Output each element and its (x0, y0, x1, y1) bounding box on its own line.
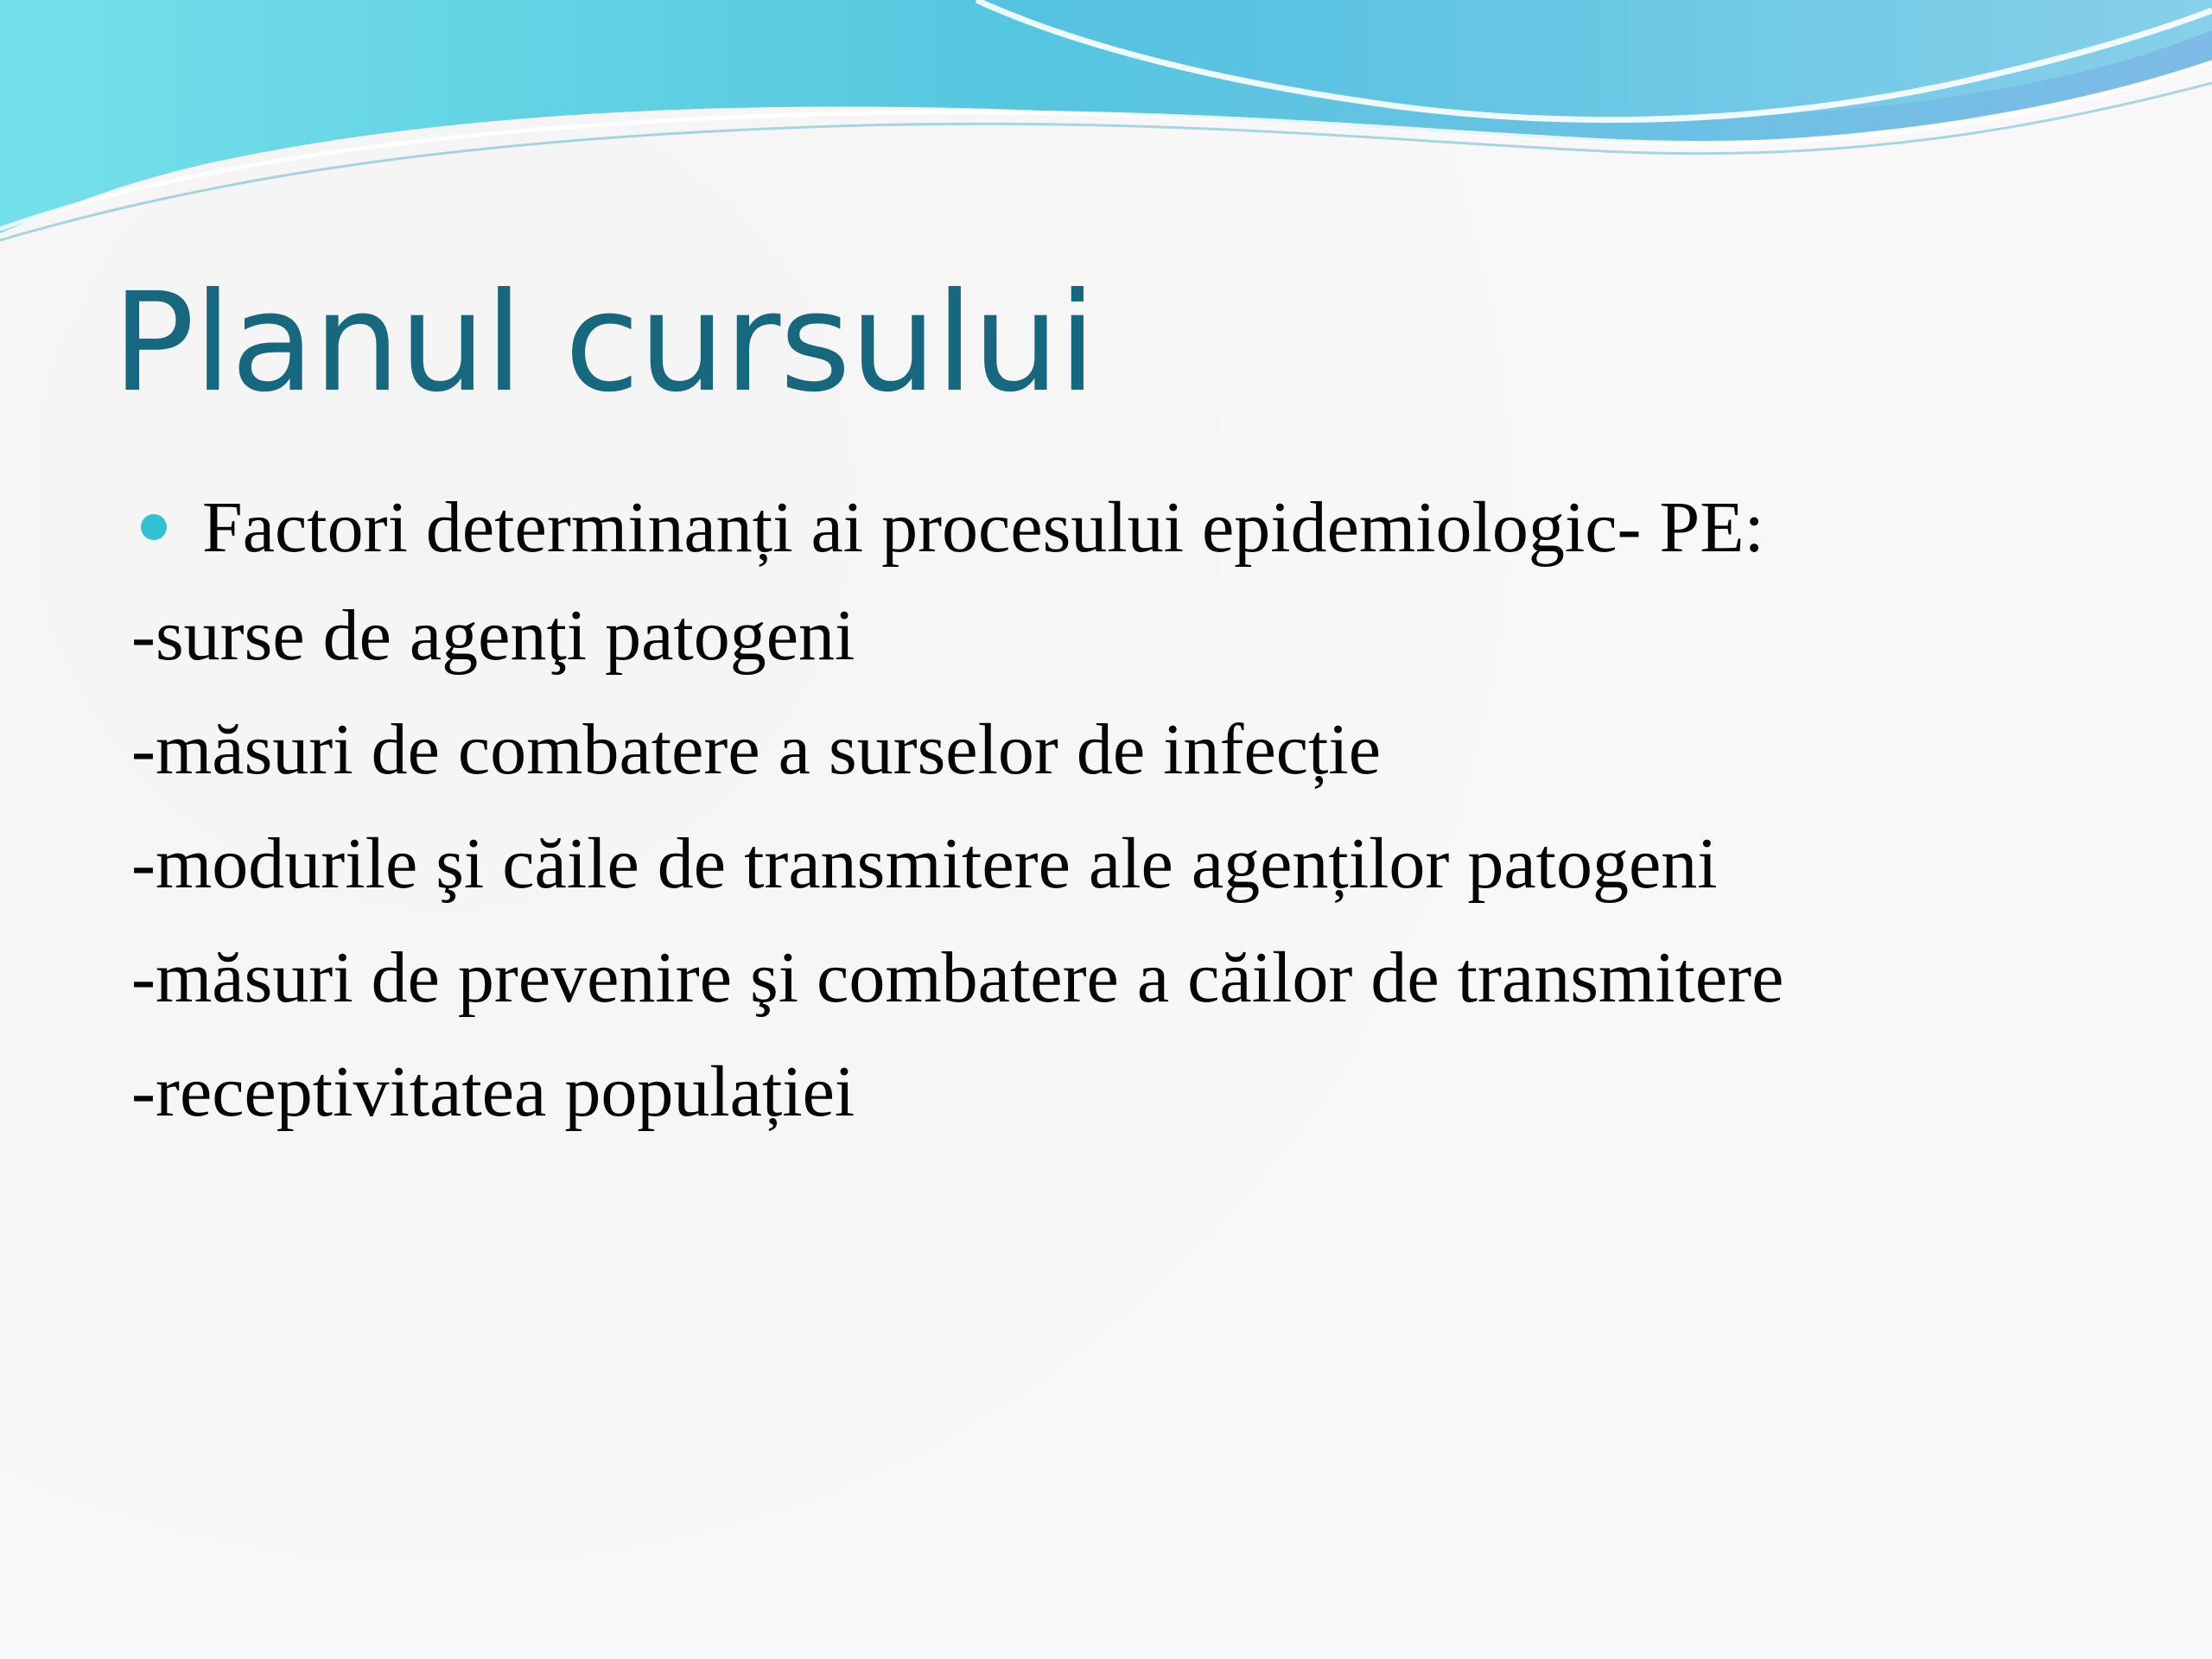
list-item: -modurile şi căile de transmitere ale agenților patogeni (131, 823, 1718, 904)
bullet-dot-icon (141, 514, 167, 540)
list-item: -surse de agenţi patogeni (131, 595, 855, 676)
bullet-text: Factori determinanți ai procesului epidemiologic- PE: (202, 487, 1764, 568)
list-item: -măsuri de combatere a surselor de infecție (131, 709, 1382, 790)
wave-header (0, 0, 2212, 259)
slide-title: Planul cursului (112, 264, 1096, 423)
list-item: -măsuri de prevenire şi combatere a căilor de transmitere (131, 938, 1784, 1018)
list-item: -receptivitatea populației (131, 1052, 855, 1132)
slide-content (131, 477, 2171, 1149)
bullet-item (131, 477, 2171, 579)
